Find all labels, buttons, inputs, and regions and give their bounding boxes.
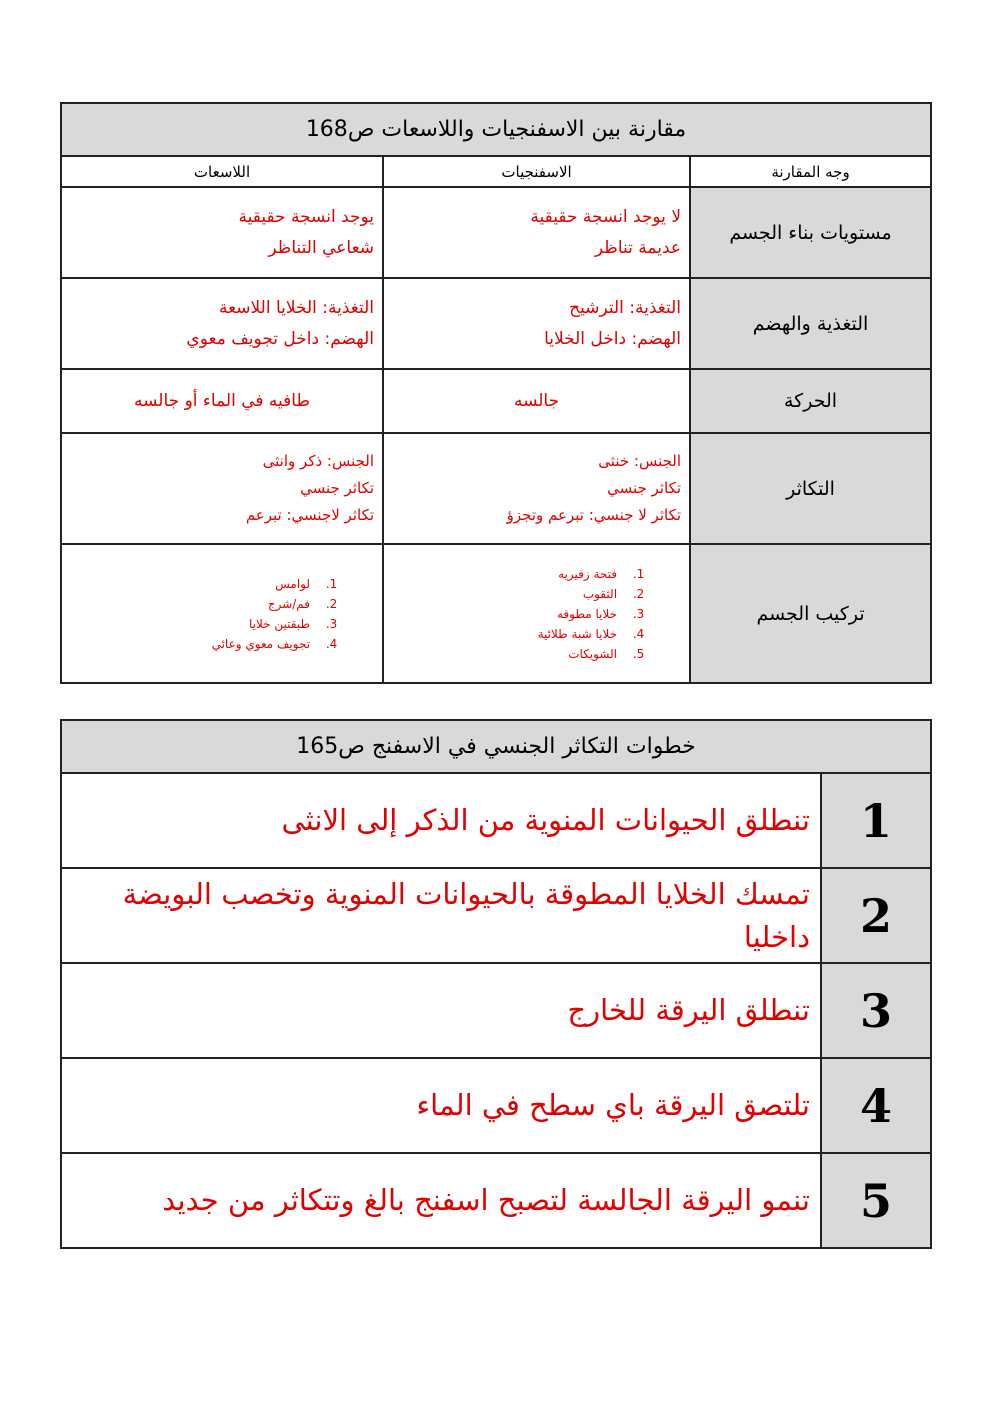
cell-line: تكاثر جنسي — [607, 479, 682, 497]
list-item: 3. طبقتين خلايا — [62, 614, 322, 634]
cell-line: لا يوجد انسجة حقيقية — [530, 206, 682, 227]
step-row — [61, 868, 931, 963]
list-item: 5. الشويكات — [384, 644, 629, 664]
step-text: تنمو اليرقة الجالسة لتصبح اسفنج بالغ وتتكاثر من جديد — [61, 1153, 821, 1248]
list-item: 4. تجويف معوي وعائي — [62, 634, 322, 654]
cnidarians-cell — [61, 544, 383, 683]
aspect-label: تركيب الجسم — [690, 544, 931, 683]
steps-title: خطوات التكاثر الجنسي في الاسفنج ص165 — [61, 720, 931, 773]
cnidarians-structure-list — [62, 574, 382, 654]
cell-line: الجنس: خنثى — [598, 452, 682, 470]
step-number: 2 — [821, 868, 931, 963]
header-aspect: وجه المقارنة — [690, 156, 931, 187]
list-item: 1. لوامس — [62, 574, 322, 594]
cell-line: تكاثر لاجنسي: تبرعم — [245, 506, 375, 524]
aspect-label: الحركة — [690, 369, 931, 433]
comparison-title: مقارنة بين الاسفنجيات واللاسعات ص168 — [61, 103, 931, 156]
step-row — [61, 1058, 931, 1153]
row-body-levels — [61, 187, 931, 278]
step-number: 4 — [821, 1058, 931, 1153]
list-item: 3. خلايا مطوقه — [384, 604, 629, 624]
cell-line: شعاعي التناظر — [268, 237, 375, 258]
row-reproduction — [61, 433, 931, 544]
header-sponges: الاسفنجيات — [383, 156, 690, 187]
cnidarians-cell — [61, 369, 383, 433]
cnidarians-cell — [61, 278, 383, 369]
cell-line: تكاثر جنسي — [300, 479, 375, 497]
step-row — [61, 773, 931, 868]
header-cnidarians: اللاسعات — [61, 156, 383, 187]
cell-line: التغذية: الخلايا اللاسعة — [218, 297, 375, 318]
cell-line: الهضم: داخل تجويف معوي — [186, 328, 375, 349]
list-item: 2. فم/شرج — [62, 594, 322, 614]
step-number: 1 — [821, 773, 931, 868]
step-number: 5 — [821, 1153, 931, 1248]
row-nutrition — [61, 278, 931, 369]
list-item: 4. خلايا شبة طلائية — [384, 624, 629, 644]
sponges-cell — [383, 369, 690, 433]
comparison-table — [60, 102, 932, 684]
step-text: تنطلق اليرقة للخارج — [61, 963, 821, 1058]
list-item: 2. الثقوب — [384, 584, 629, 604]
steps-table — [60, 719, 932, 1249]
cell-line: التغذية: الترشيح — [569, 297, 682, 318]
cell-line: عديمة تناظر — [594, 237, 682, 258]
step-row — [61, 963, 931, 1058]
row-movement — [61, 369, 931, 433]
list-item: 1. فتحة زفيريه — [384, 564, 629, 584]
cell-line: الهضم: داخل الخلايا — [544, 328, 682, 349]
sponges-cell — [383, 433, 690, 544]
sponges-structure-list — [384, 564, 689, 664]
step-number: 3 — [821, 963, 931, 1058]
cnidarians-cell — [61, 187, 383, 278]
aspect-label: مستويات بناء الجسم — [690, 187, 931, 278]
sponges-cell — [383, 187, 690, 278]
step-text: تنطلق الحيوانات المنوية من الذكر إلى الانثى — [61, 773, 821, 868]
step-text: تلتصق اليرقة باي سطح في الماء — [61, 1058, 821, 1153]
step-row — [61, 1153, 931, 1248]
sponges-cell — [383, 544, 690, 683]
aspect-label: التكاثر — [690, 433, 931, 544]
cell-line: تكاثر لا جنسي: تبرعم وتجزؤ — [506, 506, 682, 524]
step-text: تمسك الخلايا المطوقة بالحيوانات المنوية وتخصب البويضة داخليا — [61, 868, 821, 963]
cnidarians-cell — [61, 433, 383, 544]
cell-line: جالسه — [513, 390, 560, 411]
cell-line: يوجد انسجة حقيقية — [238, 206, 375, 227]
aspect-label: التغذية والهضم — [690, 278, 931, 369]
cell-line: طافيه في الماء أو جالسه — [134, 390, 310, 411]
sponges-cell — [383, 278, 690, 369]
cell-line: الجنس: ذكر وانثى — [262, 452, 375, 470]
row-body-structure — [61, 544, 931, 683]
